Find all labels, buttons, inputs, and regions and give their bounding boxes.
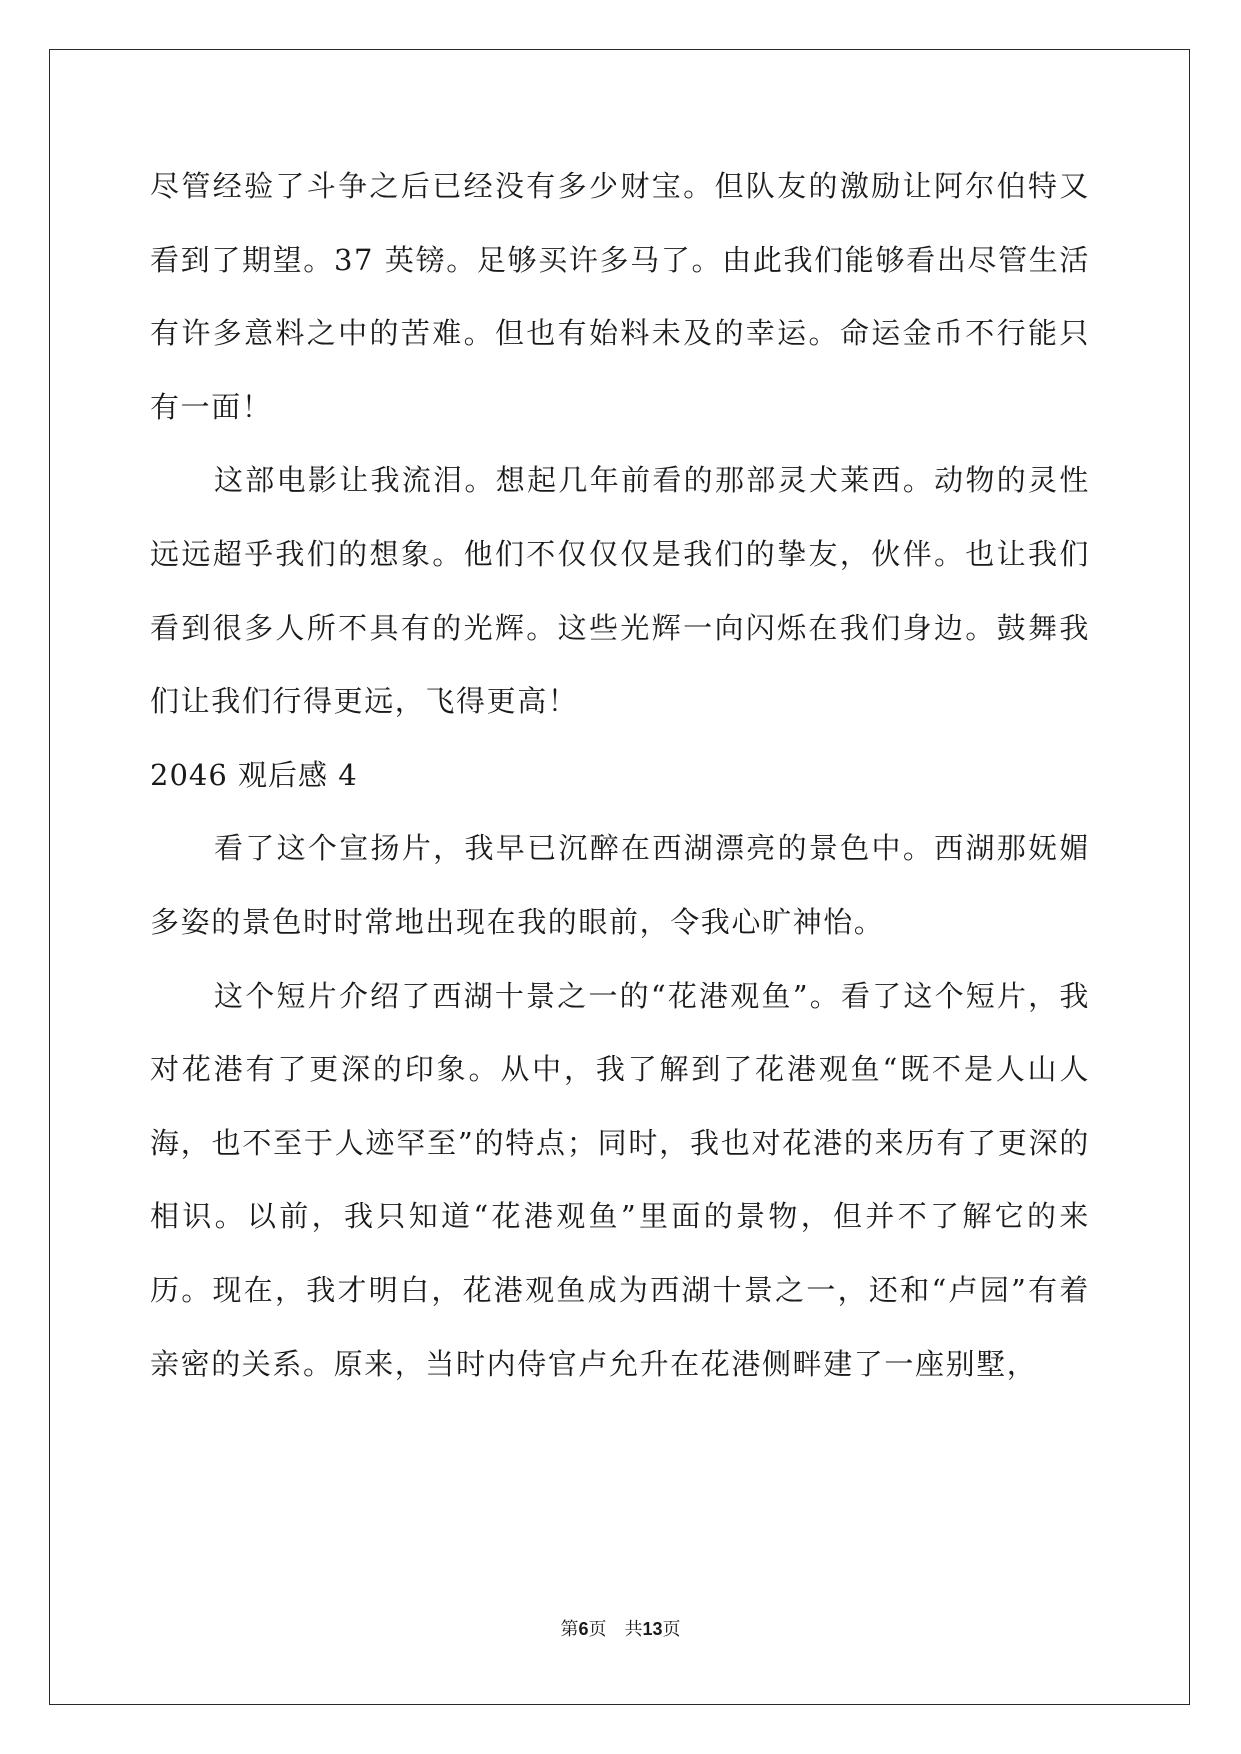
footer-suffix: 页 [662,1619,681,1640]
paragraph: 这部电影让我流泪。想起几年前看的那部灵犬莱西。动物的灵性远远超乎我们的想象。他们不仅仅仅是我们的挚友，伙伴。也让我们看到很多人所不具有的光辉。这些光辉一向闪烁在我们身边。鼓舞我们让我们行得更远，飞得更高！ [150,463,1090,719]
section-heading: 2046 观后感 4 [150,757,358,792]
footer-mid: 页 共 [588,1619,643,1640]
paragraph: 这个短片介绍了西湖十景之一的“花港观鱼”。看了这个短片，我对花港有了更深的印象。从中，我了解到了花港观鱼“既不是人山人海，也不至于人迹罕至”的特点；同时，我也对花港的来历有了更深的相识。以前，我只知道“花港观鱼”里面的景物，但并不了解它的来历。现在，我才明白，花港观鱼成为西湖十景之一，还和“卢园”有着亲密的关系。原来，当时内侍官卢允升在花港侧畔建了一座别墅， [150,978,1090,1381]
paragraph: 尽管经验了斗争之后已经没有多少财宝。但队友的激励让阿尔伯特又看到了期望。37 英镑。足够买许多马了。由此我们能够看出尽管生活有许多意料之中的苦难。但也有始料未及的幸运。命运金币不行能只有一面！ [150,169,1090,424]
page-footer [0,1617,1241,1642]
paragraph: 看了这个宣扬片，我早已沉醉在西湖漂亮的景色中。西湖那妩媚多姿的景色时时常地出现在我的眼前，令我心旷神怡。 [150,831,1090,939]
page-number: 6 [578,1619,589,1639]
document-body [150,150,1090,1401]
footer-prefix: 第 [560,1619,579,1640]
total-pages: 13 [642,1619,663,1639]
